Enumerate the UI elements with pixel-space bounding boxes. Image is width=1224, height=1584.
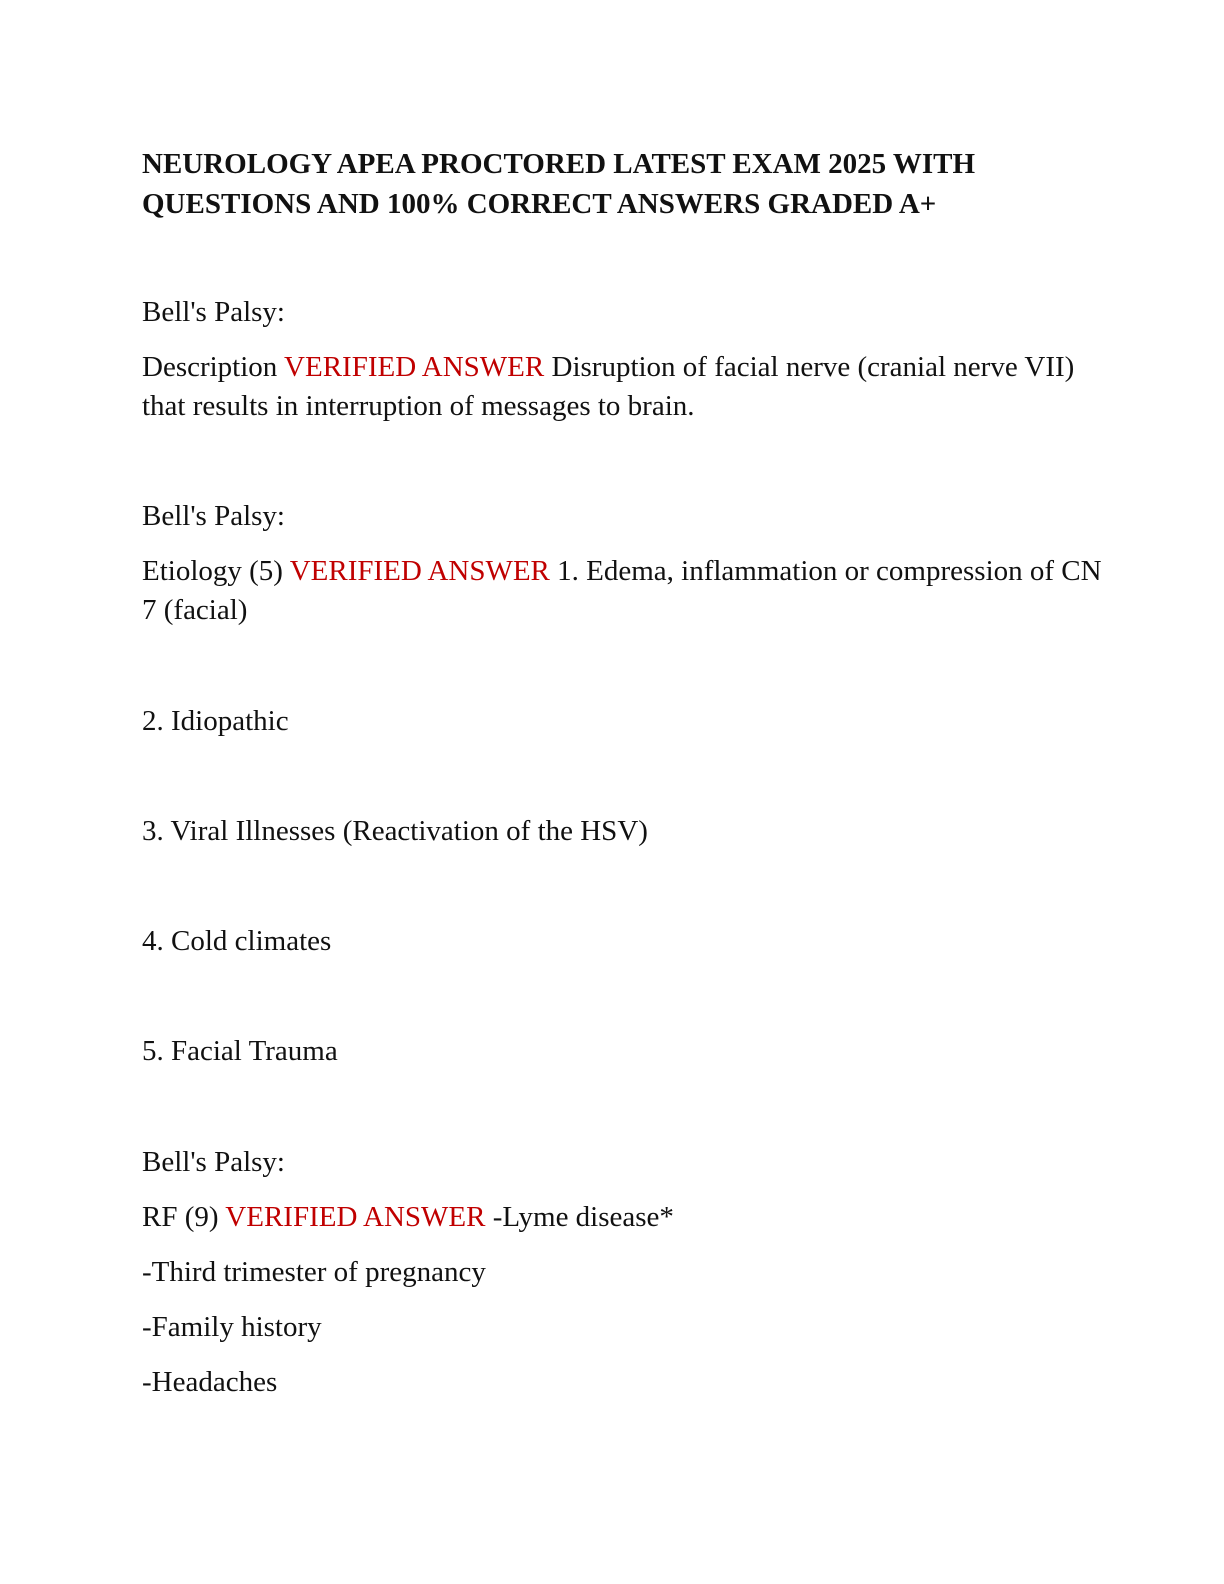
list-item: -Headaches [142, 1366, 278, 1398]
verified-answer-label: VERIFIED ANSWER [225, 1201, 486, 1233]
section-heading: Bell's Palsy: [142, 500, 285, 532]
answer-text: Disruption of facial nerve (cranial nerve VII) that results in interruption of messages to brain. [142, 351, 1075, 422]
question-text: RF (9) [142, 1201, 219, 1233]
list-item: -Third trimester of pregnancy [142, 1256, 486, 1288]
list-item: -Family history [142, 1311, 322, 1343]
answer-text: 1. Edema, inflammation or compression of CN 7 (facial) [142, 555, 1102, 626]
list-item: 5. Facial Trauma [142, 1035, 338, 1067]
list-item: 2. Idiopathic [142, 705, 289, 737]
qa-paragraph [142, 1198, 1102, 1237]
list-item: 4. Cold climates [142, 925, 332, 957]
verified-answer-label: VERIFIED ANSWER [289, 555, 550, 587]
answer-text: -Lyme disease* [492, 1201, 674, 1233]
list-item: 3. Viral Illnesses (Reactivation of the HSV) [142, 815, 648, 847]
qa-paragraph [142, 348, 1102, 426]
qa-paragraph [142, 552, 1102, 630]
section-heading: Bell's Palsy: [142, 1146, 285, 1178]
question-text: Description [142, 351, 278, 383]
verified-answer-label: VERIFIED ANSWER [284, 351, 545, 383]
section-heading: Bell's Palsy: [142, 296, 285, 328]
question-text: Etiology (5) [142, 555, 283, 587]
document-title: NEUROLOGY APEA PROCTORED LATEST EXAM 2025 WITH QUESTIONS AND 100% CORRECT ANSWERS GRADED A+ [142, 148, 976, 220]
